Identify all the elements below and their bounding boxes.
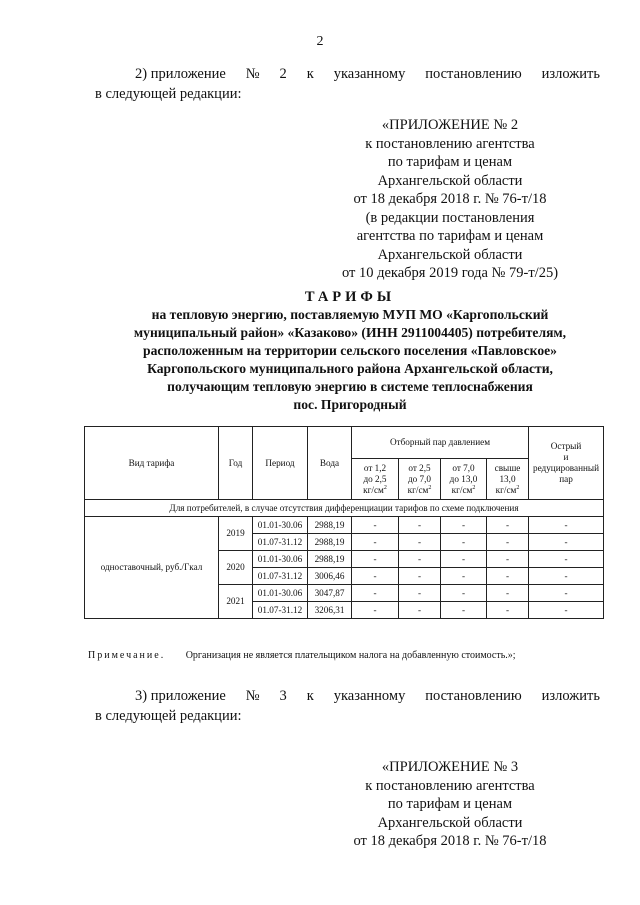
appendix-line: от 18 декабря 2018 г. № 76-т/18 <box>353 191 547 207</box>
dash-cell: - <box>352 568 399 585</box>
water-cell: 2988,19 <box>308 534 352 551</box>
header-steam-line: от 7,0 <box>452 462 475 473</box>
header-steam-unit <box>489 485 526 496</box>
subtitle-line: Каргопольского муниципального района Архангельской области, <box>147 361 553 376</box>
word: № <box>245 66 260 82</box>
paragraph-3 <box>95 686 600 726</box>
dash-cell: - <box>529 585 604 602</box>
tariff-table <box>84 426 604 619</box>
dash-cell: - <box>352 585 399 602</box>
header-steam-col-3 <box>441 459 487 500</box>
dash-cell: - <box>529 602 604 619</box>
header-steam-col-2 <box>399 459 441 500</box>
word: 3 <box>279 688 287 704</box>
header-sharp-line: пар <box>559 474 573 484</box>
year-cell: 2021 <box>219 585 253 619</box>
word: 2 <box>279 66 287 82</box>
header-steam-line: от 1,2 <box>363 462 387 473</box>
word: указанному <box>333 66 406 82</box>
table-row <box>85 517 604 534</box>
header-water: Вода <box>308 427 352 500</box>
period-cell: 01.01-30.06 <box>253 585 308 602</box>
dash-cell: - <box>487 585 529 602</box>
word: указанному <box>333 688 406 704</box>
subtitle-line: пос. Пригородный <box>293 397 407 412</box>
subtitle-line: получающим тепловую энергию в системе теплоснабжения <box>167 379 533 394</box>
word: к <box>306 66 314 82</box>
paragraph-2-first-line <box>95 64 600 84</box>
dash-cell: - <box>441 517 487 534</box>
header-steam-col-4 <box>487 459 529 500</box>
note-text: Организация не является плательщиком налога на добавленную стоимость.»; <box>185 650 516 661</box>
word: к <box>306 688 314 704</box>
dash-cell: - <box>352 551 399 568</box>
dash-cell: - <box>529 568 604 585</box>
document-subtitle <box>80 306 620 414</box>
unit-text: кг/см <box>495 484 517 495</box>
period-cell: 01.01-30.06 <box>253 551 308 568</box>
header-steam-unit <box>401 485 438 496</box>
header-steam-line: свыше <box>494 462 521 473</box>
unit-text: кг/см <box>451 484 473 495</box>
paragraph-3-first-line <box>95 686 600 706</box>
subtitle-line: на тепловую энергию, поставляемую МУП МО «Каргопольский <box>151 307 549 322</box>
appendix-3-header <box>330 758 570 851</box>
appendix-line: Архангельской области <box>377 814 523 831</box>
dash-cell: - <box>352 517 399 534</box>
appendix-line: к постановлению агентства <box>365 777 535 794</box>
document-title: ТАРИФЫ <box>304 289 396 305</box>
dash-cell: - <box>529 551 604 568</box>
appendix-line: агентства по тарифам и ценам <box>356 228 544 244</box>
appendix-line: «ПРИЛОЖЕНИЕ № 3 <box>381 759 519 775</box>
dash-cell: - <box>399 602 441 619</box>
dash-cell: - <box>487 534 529 551</box>
unit-sup: 2 <box>472 484 476 491</box>
header-steam-group: Отборный пар давлением <box>352 427 529 459</box>
dash-cell: - <box>399 517 441 534</box>
dash-cell: - <box>487 551 529 568</box>
appendix-line: Архангельской области <box>377 246 523 263</box>
word: постановлению <box>425 66 522 82</box>
header-steam-line: до 7,0 <box>407 473 432 484</box>
dash-cell: - <box>441 585 487 602</box>
note <box>88 650 516 661</box>
header-steam-line: 13,0 <box>499 473 516 484</box>
appendix-line: Архангельской области <box>377 172 523 189</box>
dash-cell: - <box>441 534 487 551</box>
water-cell: 2988,19 <box>308 551 352 568</box>
unit-text: кг/см <box>407 484 429 495</box>
page-number: 2 <box>316 34 324 49</box>
dash-cell: - <box>399 534 441 551</box>
note-label: Примечание. <box>88 650 166 661</box>
unit-text: кг/см <box>363 484 384 495</box>
header-sharp-line: и <box>563 452 569 462</box>
paragraph-2-second-line: в следующей редакции: <box>95 86 242 102</box>
section-row: Для потребителей, в случае отсутствия дифференциации тарифов по схеме подключения <box>85 500 604 517</box>
word: постановлению <box>425 688 522 704</box>
period-cell: 01.07-31.12 <box>253 602 308 619</box>
unit-sup: 2 <box>383 484 387 491</box>
appendix-line: по тарифам и ценам <box>387 154 513 170</box>
period-cell: 01.07-31.12 <box>253 534 308 551</box>
dash-cell: - <box>399 568 441 585</box>
water-cell: 3206,31 <box>308 602 352 619</box>
dash-cell: - <box>441 602 487 619</box>
header-steam-unit <box>443 485 484 496</box>
dash-cell: - <box>529 534 604 551</box>
period-cell: 01.07-31.12 <box>253 568 308 585</box>
header-sharp-line: Острый <box>550 441 582 451</box>
appendix-line: к постановлению агентства <box>365 135 535 152</box>
header-steam-unit <box>354 485 396 496</box>
appendix-line: по тарифам и ценам <box>387 796 513 812</box>
appendix-line: от 10 декабря 2019 года № 79-т/25) <box>341 265 559 281</box>
appendix-2-header <box>330 116 570 283</box>
period-cell: 01.01-30.06 <box>253 517 308 534</box>
dash-cell: - <box>441 551 487 568</box>
header-steam-col-1 <box>352 459 399 500</box>
dash-cell: - <box>399 551 441 568</box>
header-period: Период <box>253 427 308 500</box>
dash-cell: - <box>487 568 529 585</box>
header-steam-line: до 2,5 <box>363 473 387 484</box>
dash-cell: - <box>487 602 529 619</box>
header-steam-line: от 2,5 <box>408 462 431 473</box>
dash-cell: - <box>399 585 441 602</box>
word: № <box>245 688 260 704</box>
word: 2) приложение <box>135 66 226 82</box>
word: изложить <box>541 688 600 704</box>
unit-sup: 2 <box>428 484 432 491</box>
dash-cell: - <box>487 517 529 534</box>
year-cell: 2020 <box>219 551 253 585</box>
water-cell: 3006,46 <box>308 568 352 585</box>
tariff-name-cell: одноставочный, руб./Гкал <box>85 517 219 619</box>
header-steam-line: до 13,0 <box>449 473 478 484</box>
dash-cell: - <box>352 534 399 551</box>
appendix-line: от 18 декабря 2018 г. № 76-т/18 <box>353 833 547 849</box>
word: 3) приложение <box>135 688 226 704</box>
paragraph-2 <box>95 64 600 104</box>
header-tariff-type: Вид тарифа <box>85 427 219 500</box>
paragraph-3-second-line: в следующей редакции: <box>95 708 242 724</box>
year-cell: 2019 <box>219 517 253 551</box>
word: изложить <box>541 66 600 82</box>
dash-cell: - <box>441 568 487 585</box>
water-cell: 2988,19 <box>308 517 352 534</box>
appendix-line: (в редакции постановления <box>365 209 535 226</box>
dash-cell: - <box>529 517 604 534</box>
header-year: Год <box>219 427 253 500</box>
appendix-line: «ПРИЛОЖЕНИЕ № 2 <box>381 117 519 133</box>
header-sharp-steam <box>529 427 604 500</box>
dash-cell: - <box>352 602 399 619</box>
subtitle-line: муниципальный район» «Казаково» (ИНН 2911004405) потребителям, <box>133 325 567 340</box>
unit-sup: 2 <box>516 484 520 491</box>
subtitle-line: расположенным на территории сельского поселения «Павловское» <box>143 343 557 358</box>
water-cell: 3047,87 <box>308 585 352 602</box>
header-sharp-line: редуцированный <box>532 463 600 473</box>
